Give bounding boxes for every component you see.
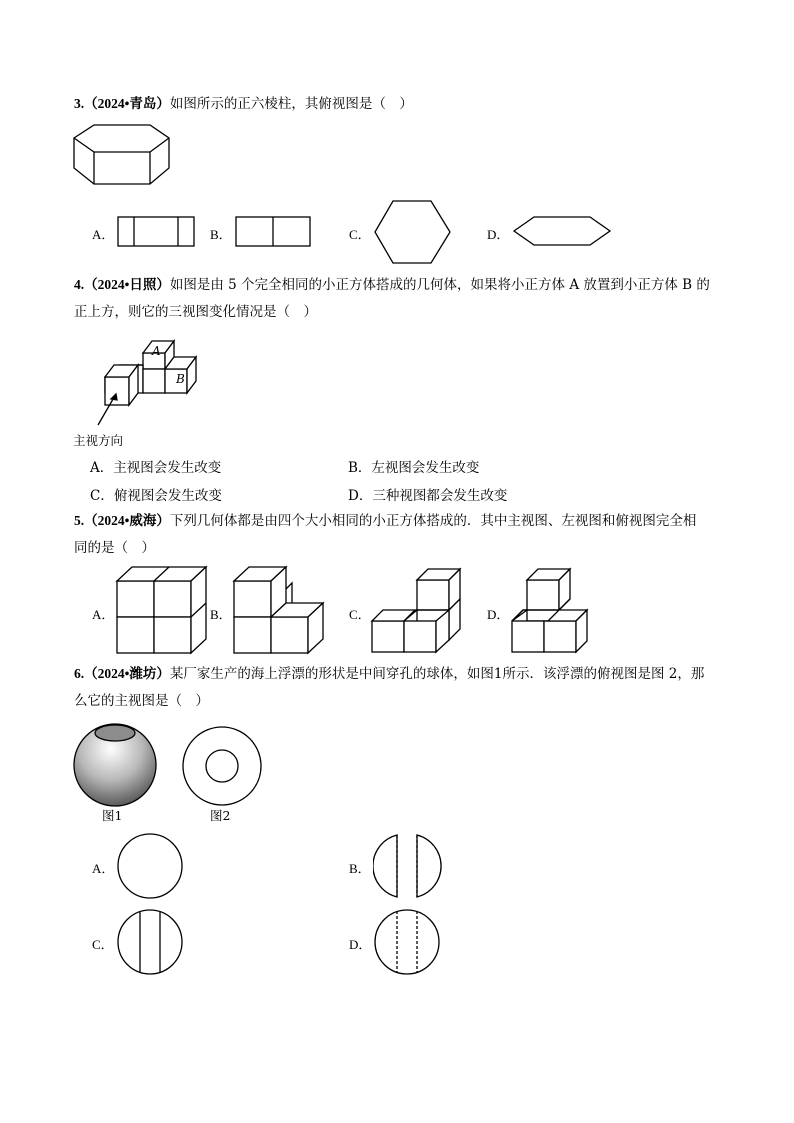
q5-stem-line1 <box>74 512 696 530</box>
q6-figure-1-caption: 图1 <box>102 808 123 823</box>
q4-choice-a[interactable] <box>90 456 221 476</box>
q6-stem-line2: 么它的主视图是（ ） <box>74 693 209 709</box>
q5-option-a-label[interactable]: A． <box>92 607 115 622</box>
q4-cube-a-label: A <box>152 344 161 358</box>
q4-source-tag: （2024•日照） <box>84 277 170 292</box>
q4-cubes-figure <box>70 333 210 433</box>
q6-figure-2-caption: 图2 <box>210 808 231 823</box>
q4-question-text-1: 如图是由 5 个完全相同的小正方体搭成的几何体，如果将小正方体 A 放置到小正方体 B 的 <box>169 277 710 293</box>
q3-number: 3. <box>74 96 85 111</box>
q5-option-c-label[interactable]: C． <box>349 607 371 622</box>
q3-option-d-label[interactable]: D． <box>487 227 510 242</box>
q6-stem-line1 <box>74 665 704 683</box>
q6-option-c-figure[interactable] <box>116 908 186 978</box>
q4-arrow-caption: 主视方向 <box>73 433 124 448</box>
q3-option-c-label[interactable]: C． <box>349 227 371 242</box>
q5-option-d-label[interactable]: D． <box>487 607 510 622</box>
q3-option-c-figure[interactable] <box>374 199 452 265</box>
q5-option-b-label[interactable]: B． <box>210 607 232 622</box>
q3-option-b-label[interactable]: B． <box>210 227 232 242</box>
q6-option-d-label[interactable]: D． <box>349 937 372 952</box>
q6-number: 6. <box>74 666 85 681</box>
q4-choice-c-text: 俯视图会发生改变 <box>113 488 222 504</box>
q5-question-text-1: 下列几何体都是由四个大小相同的小正方体搭成的．其中主视图、左视图和俯视图完全相 <box>169 513 697 529</box>
q6-option-b-label[interactable]: B． <box>349 861 371 876</box>
q6-source-tag: （2024•潍坊） <box>84 666 170 681</box>
q6-option-d-figure[interactable] <box>373 908 443 978</box>
q4-choice-a-letter: A． <box>90 460 114 476</box>
q6-option-a-label[interactable]: A． <box>92 861 115 876</box>
q3-option-b-figure[interactable] <box>235 216 313 248</box>
q6-option-a-figure[interactable] <box>116 832 186 902</box>
q6-figure-1-sphere <box>71 720 159 808</box>
q4-cube-b-label: B <box>176 372 185 386</box>
q5-option-a-figure[interactable] <box>115 565 211 655</box>
q6-option-c-label[interactable]: C． <box>92 937 114 952</box>
q3-stem <box>74 95 413 113</box>
q4-choice-d-text: 三种视图都会发生改变 <box>372 488 508 504</box>
q4-choice-a-text: 主视图会发生改变 <box>113 460 222 476</box>
q4-choice-c-letter: C． <box>90 488 114 504</box>
q4-choice-b-letter: B． <box>348 460 372 476</box>
q4-stem-line1 <box>74 276 710 294</box>
q5-option-c-figure[interactable] <box>370 565 470 655</box>
q4-choice-b[interactable] <box>348 456 479 476</box>
q6-option-b-figure[interactable] <box>373 832 443 902</box>
q3-option-a-figure[interactable] <box>117 216 197 248</box>
q4-number: 4. <box>74 277 85 292</box>
q5-stem-line2: 同的是（ ） <box>74 540 155 556</box>
q3-hexagonal-prism-figure <box>72 123 172 187</box>
q4-stem-line2: 正上方，则它的三视图变化情况是（ ） <box>74 304 317 320</box>
q3-question-text: 如图所示的正六棱柱，其俯视图是（ ） <box>169 96 413 112</box>
q4-choice-b-text: 左视图会发生改变 <box>371 460 480 476</box>
q3-source-tag: （2024•青岛） <box>84 96 170 111</box>
q6-question-text-1: 某厂家生产的海上浮漂的形状是中间穿孔的球体，如图1所示．该浮漂的俯视图是图 2，那 <box>169 666 705 682</box>
q3-option-a-label[interactable]: A． <box>92 227 115 242</box>
q6-figure-2-top-view <box>180 724 264 808</box>
q3-option-d-figure[interactable] <box>512 215 612 247</box>
q5-number: 5. <box>74 513 85 528</box>
q5-option-d-figure[interactable] <box>510 565 592 655</box>
q4-choice-d[interactable] <box>348 484 507 504</box>
q5-option-b-figure[interactable] <box>232 565 328 655</box>
q4-choice-c[interactable] <box>90 484 222 504</box>
q5-source-tag: （2024•威海） <box>84 513 170 528</box>
q4-choice-d-letter: D． <box>348 488 373 504</box>
